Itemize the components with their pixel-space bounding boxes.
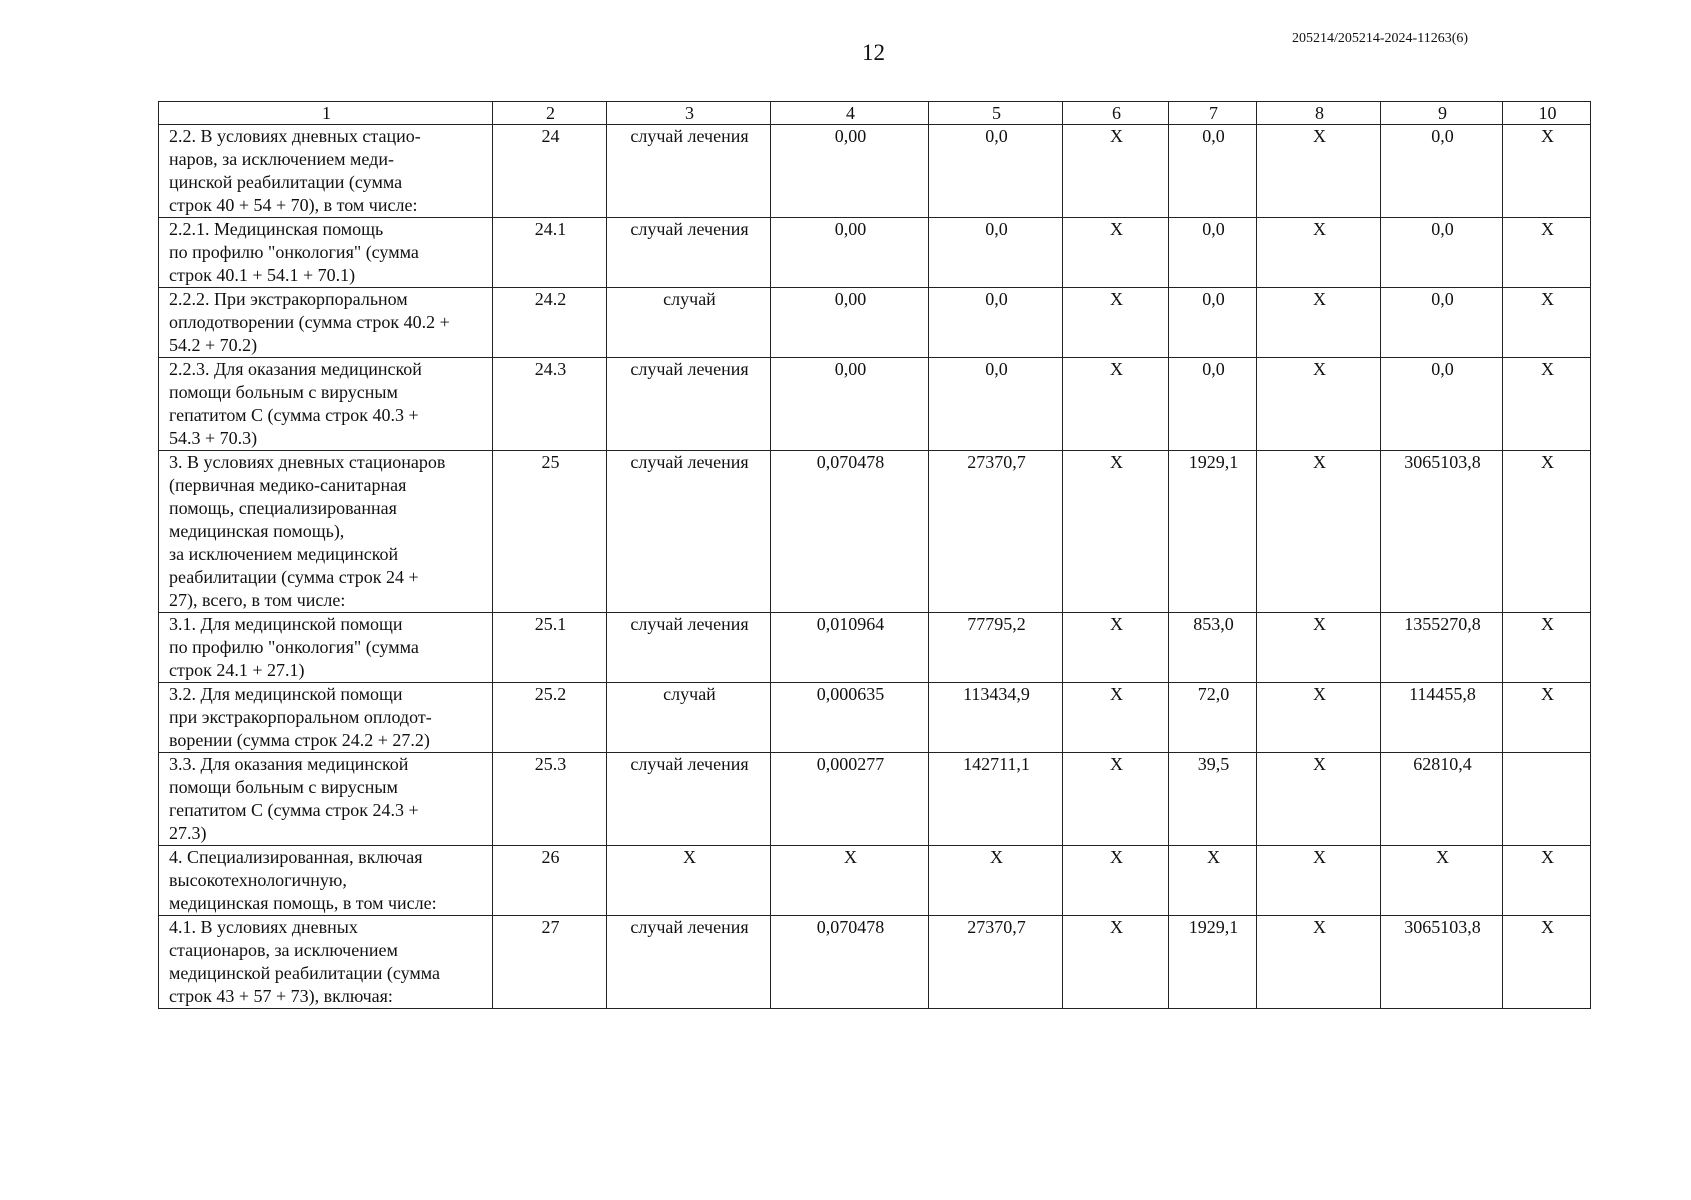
value-cell-9: 0,0 [1381,218,1503,288]
value-cell-10 [1503,753,1591,846]
table-row [159,846,1591,916]
value-cell-10: Х [1503,125,1591,218]
value-cell-8: Х [1257,288,1381,358]
value-cell-4: 0,00 [771,358,929,451]
value-cell-4: Х [771,846,929,916]
row-name-cell: 3. В условиях дневных стационаров (первичная медико-санитарная помощь, специализированная медицинская помощь), за исключением медицинской реабилитации (сумма строк 24 + 27), всего, в том числе: [159,451,493,613]
column-header: 4 [771,102,929,125]
value-cell-5: 27370,7 [929,451,1063,613]
line-number-cell: 25.2 [493,683,607,753]
value-cell-9: 0,0 [1381,288,1503,358]
table-row [159,451,1591,613]
value-cell-9: 0,0 [1381,125,1503,218]
unit-cell: Х [607,846,771,916]
value-cell-4: 0,070478 [771,916,929,1009]
table-row [159,613,1591,683]
value-cell-8: Х [1257,358,1381,451]
value-cell-9: 3065103,8 [1381,916,1503,1009]
row-name-cell: 3.1. Для медицинской помощи по профилю "онкология" (сумма строк 24.1 + 27.1) [159,613,493,683]
value-cell-5: 27370,7 [929,916,1063,1009]
value-cell-8: Х [1257,753,1381,846]
value-cell-7: 1929,1 [1169,916,1257,1009]
value-cell-5: 0,0 [929,288,1063,358]
unit-cell: случай лечения [607,451,771,613]
table-body [159,125,1591,1009]
unit-cell: случай [607,288,771,358]
value-cell-5: 0,0 [929,125,1063,218]
line-number-cell: 25.3 [493,753,607,846]
column-header: 9 [1381,102,1503,125]
column-header: 3 [607,102,771,125]
value-cell-4: 0,00 [771,218,929,288]
value-cell-7: Х [1169,846,1257,916]
value-cell-10: Х [1503,218,1591,288]
table-row [159,218,1591,288]
value-cell-8: Х [1257,125,1381,218]
value-cell-4: 0,00 [771,288,929,358]
row-name-cell: 3.2. Для медицинской помощи при экстракорпоральном оплодот- ворении (сумма строк 24.2 + 27.2) [159,683,493,753]
value-cell-6: Х [1063,288,1169,358]
value-cell-5: 113434,9 [929,683,1063,753]
value-cell-7: 0,0 [1169,288,1257,358]
table-row [159,358,1591,451]
value-cell-6: Х [1063,846,1169,916]
value-cell-8: Х [1257,218,1381,288]
value-cell-7: 0,0 [1169,125,1257,218]
column-header: 2 [493,102,607,125]
line-number-cell: 25.1 [493,613,607,683]
value-cell-10: Х [1503,613,1591,683]
value-cell-9: 0,0 [1381,358,1503,451]
column-header: 5 [929,102,1063,125]
value-cell-5: 0,0 [929,358,1063,451]
value-cell-10: Х [1503,358,1591,451]
unit-cell: случай лечения [607,358,771,451]
unit-cell: случай лечения [607,218,771,288]
table-row [159,683,1591,753]
value-cell-4: 0,070478 [771,451,929,613]
value-cell-7: 0,0 [1169,358,1257,451]
value-cell-10: Х [1503,846,1591,916]
table-row [159,916,1591,1009]
value-cell-7: 853,0 [1169,613,1257,683]
table-row [159,125,1591,218]
value-cell-9: Х [1381,846,1503,916]
row-name-cell: 4.1. В условиях дневных стационаров, за исключением медицинской реабилитации (сумма строк 43 + 57 + 73), включая: [159,916,493,1009]
document-id: 205214/205214-2024-11263(6) [1292,31,1469,46]
value-cell-6: Х [1063,683,1169,753]
value-cell-10: Х [1503,916,1591,1009]
value-cell-4: 0,00 [771,125,929,218]
unit-cell: случай [607,683,771,753]
value-cell-7: 72,0 [1169,683,1257,753]
value-cell-6: Х [1063,916,1169,1009]
value-cell-9: 1355270,8 [1381,613,1503,683]
value-cell-4: 0,010964 [771,613,929,683]
value-cell-8: Х [1257,846,1381,916]
value-cell-10: Х [1503,451,1591,613]
unit-cell: случай лечения [607,753,771,846]
column-header: 1 [159,102,493,125]
page-number: 12 [862,40,885,65]
line-number-cell: 26 [493,846,607,916]
value-cell-9: 62810,4 [1381,753,1503,846]
value-cell-9: 114455,8 [1381,683,1503,753]
line-number-cell: 24.1 [493,218,607,288]
unit-cell: случай лечения [607,613,771,683]
value-cell-7: 0,0 [1169,218,1257,288]
row-name-cell: 4. Специализированная, включая высокотехнологичную, медицинская помощь, в том числе: [159,846,493,916]
column-header: 8 [1257,102,1381,125]
value-cell-10: Х [1503,683,1591,753]
value-cell-6: Х [1063,218,1169,288]
value-cell-6: Х [1063,125,1169,218]
table-header [159,102,1591,125]
line-number-cell: 24.2 [493,288,607,358]
value-cell-5: 142711,1 [929,753,1063,846]
line-number-cell: 24 [493,125,607,218]
line-number-cell: 24.3 [493,358,607,451]
value-cell-8: Х [1257,451,1381,613]
column-header: 10 [1503,102,1591,125]
row-name-cell: 2.2.1. Медицинская помощь по профилю "онкология" (сумма строк 40.1 + 54.1 + 70.1) [159,218,493,288]
unit-cell: случай лечения [607,125,771,218]
value-cell-4: 0,000277 [771,753,929,846]
value-cell-8: Х [1257,916,1381,1009]
value-cell-8: Х [1257,683,1381,753]
value-cell-5: 0,0 [929,218,1063,288]
header-row [159,102,1591,125]
table-row [159,288,1591,358]
data-table [158,101,1591,1009]
value-cell-7: 1929,1 [1169,451,1257,613]
value-cell-5: 77795,2 [929,613,1063,683]
column-header: 6 [1063,102,1169,125]
unit-cell: случай лечения [607,916,771,1009]
column-header: 7 [1169,102,1257,125]
line-number-cell: 25 [493,451,607,613]
row-name-cell: 2.2.3. Для оказания медицинской помощи больным с вирусным гепатитом С (сумма строк 40.3 + 54.3 + 70.3) [159,358,493,451]
value-cell-10: Х [1503,288,1591,358]
value-cell-6: Х [1063,753,1169,846]
value-cell-4: 0,000635 [771,683,929,753]
value-cell-8: Х [1257,613,1381,683]
value-cell-7: 39,5 [1169,753,1257,846]
row-name-cell: 2.2.2. При экстракорпоральном оплодотворении (сумма строк 40.2 + 54.2 + 70.2) [159,288,493,358]
row-name-cell: 2.2. В условиях дневных стацио- наров, за исключением меди- цинской реабилитации (сумма строк 40 + 54 + 70), в том числе: [159,125,493,218]
value-cell-6: Х [1063,451,1169,613]
value-cell-6: Х [1063,613,1169,683]
line-number-cell: 27 [493,916,607,1009]
value-cell-5: Х [929,846,1063,916]
value-cell-9: 3065103,8 [1381,451,1503,613]
value-cell-6: Х [1063,358,1169,451]
row-name-cell: 3.3. Для оказания медицинской помощи больным с вирусным гепатитом С (сумма строк 24.3 + 27.3) [159,753,493,846]
table-row [159,753,1591,846]
